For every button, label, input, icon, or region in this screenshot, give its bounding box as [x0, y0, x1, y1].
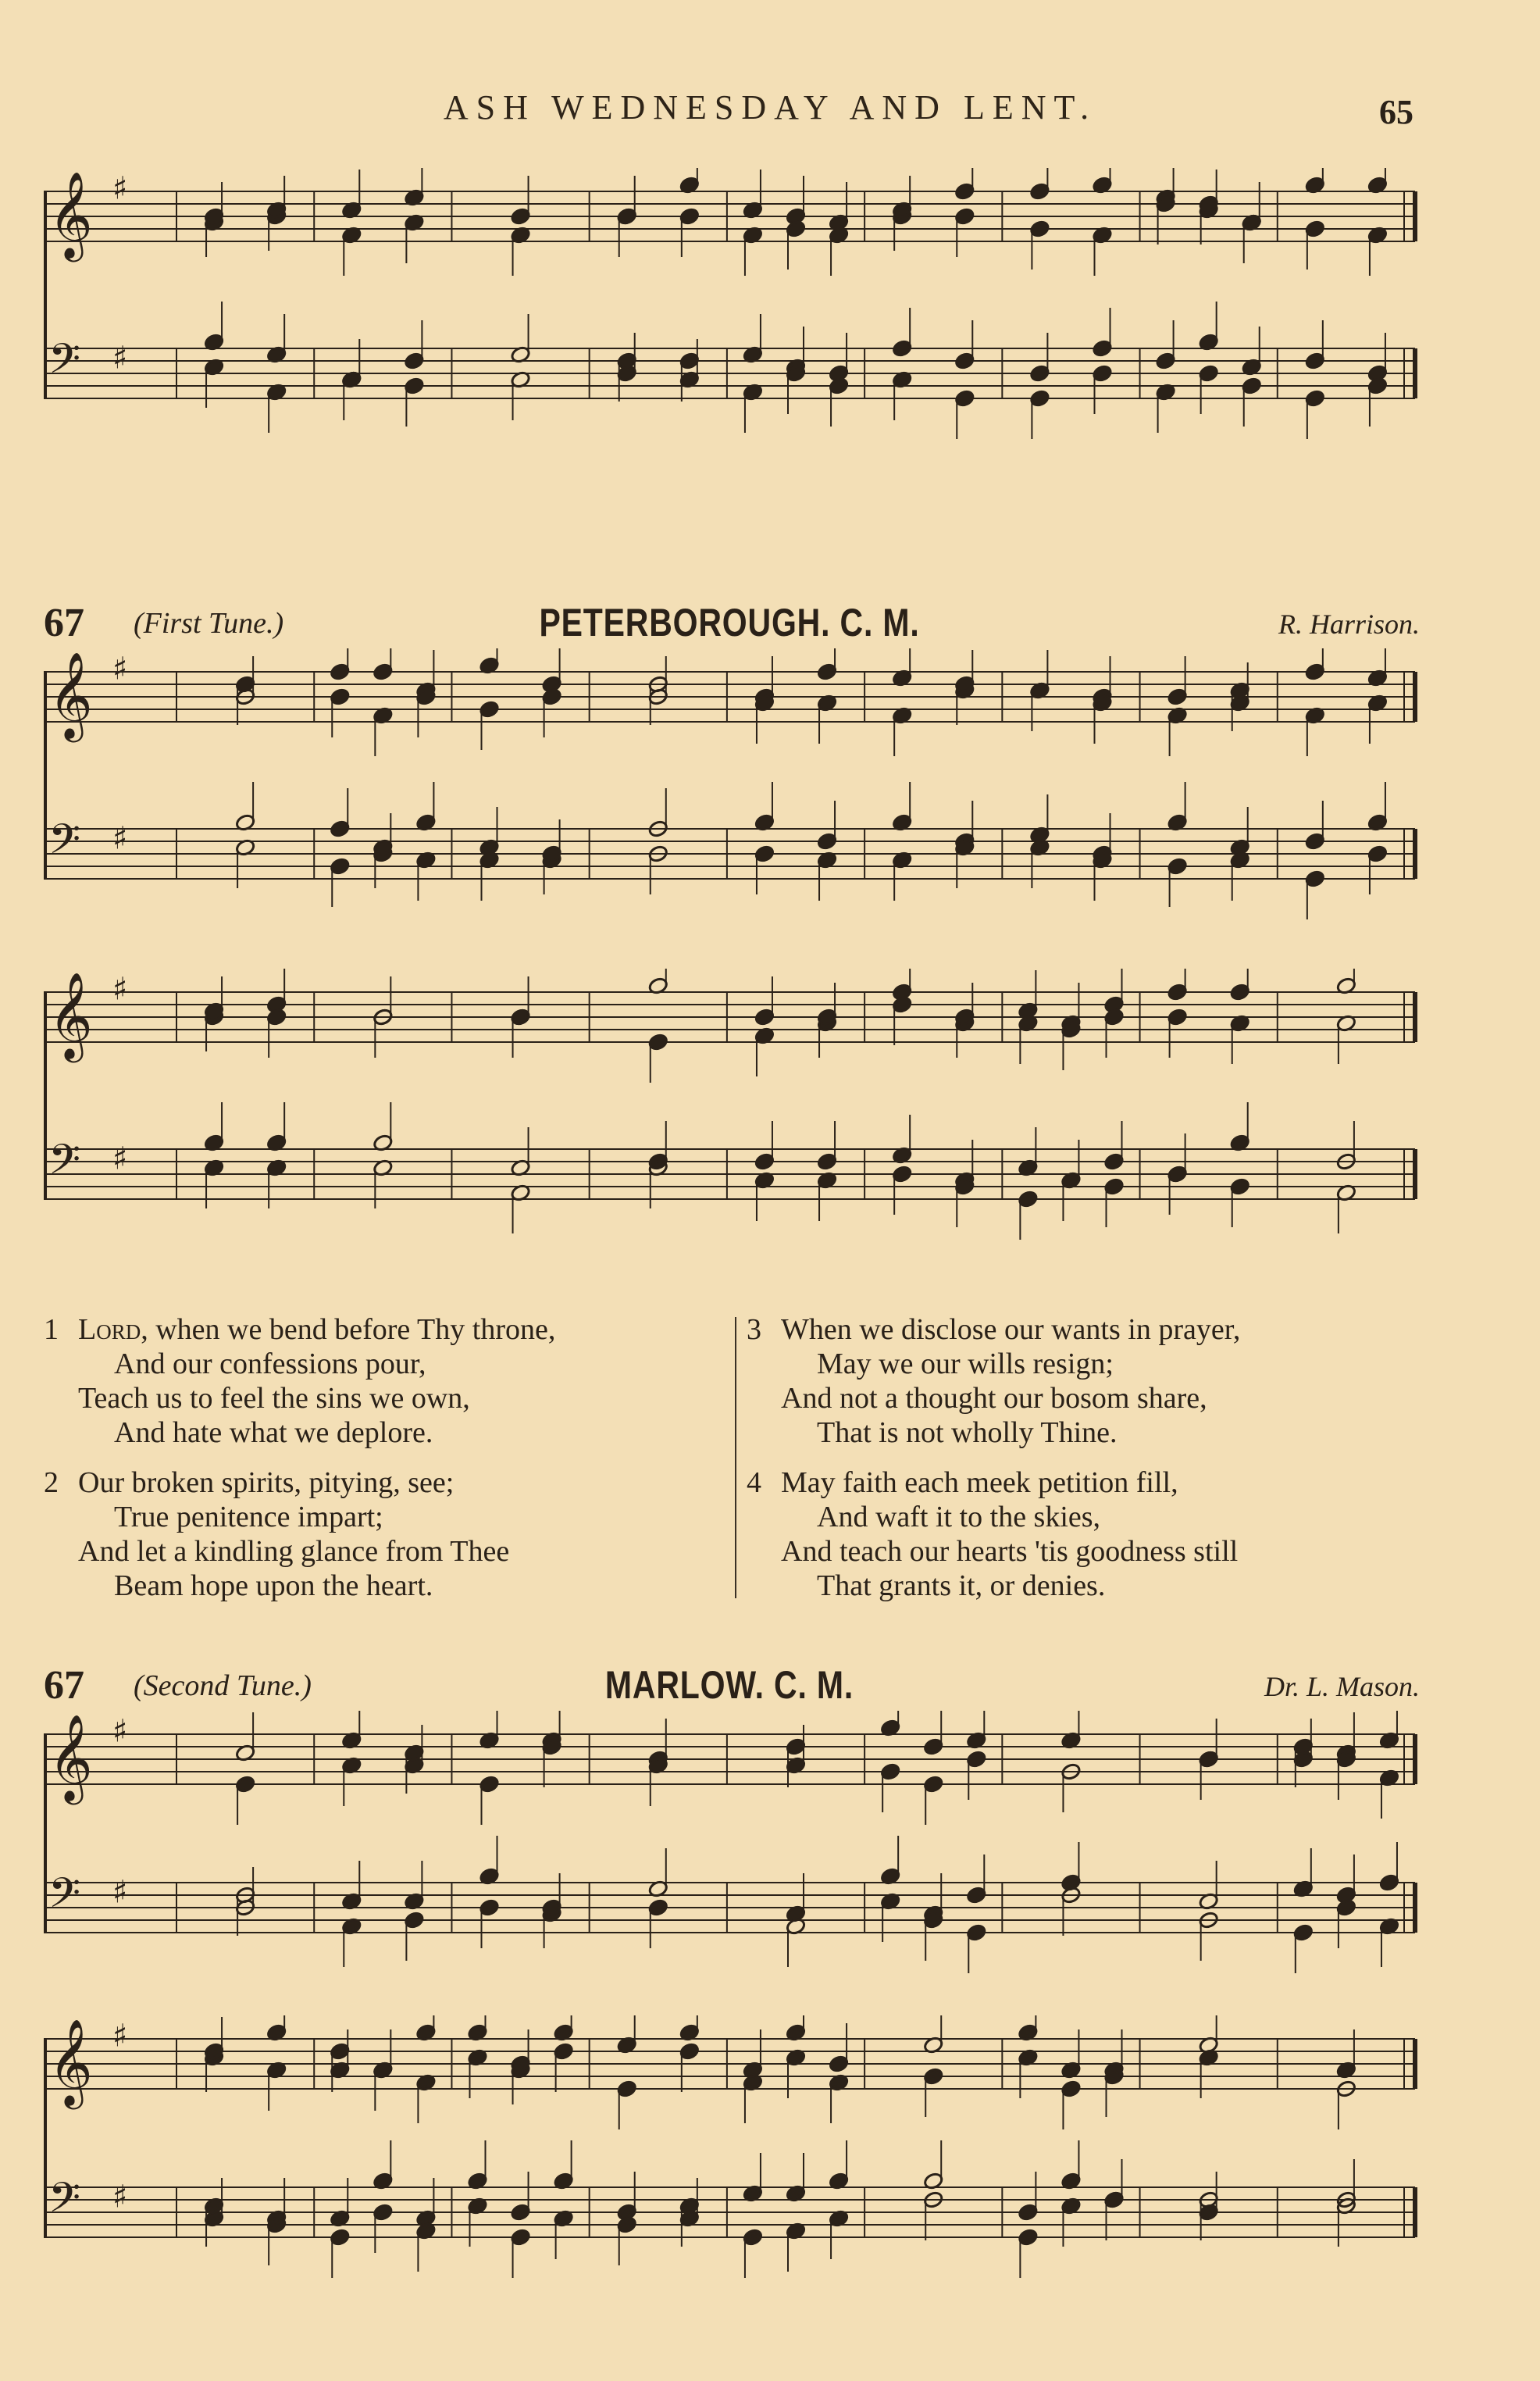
bass-clef-icon: 𝄢	[48, 1869, 81, 1928]
page-number: 65	[1379, 93, 1413, 131]
stanza-line: Beam hope upon the heart.	[114, 1569, 433, 1602]
music-system-5	[44, 2015, 1418, 2328]
music-system-3	[44, 969, 1418, 1297]
tune-variant: (First Tune.)	[134, 607, 284, 640]
bass-clef-icon: 𝄢	[48, 2174, 81, 2233]
column-divider	[735, 1317, 736, 1598]
stanza-line: Teach us to feel the sins we own,	[78, 1382, 470, 1415]
stanza-3	[747, 1312, 1434, 1450]
grand-staff	[44, 2015, 1418, 2328]
stanza-line: when we bend before Thy throne,	[155, 1313, 556, 1346]
sharp-icon: ♯	[112, 651, 128, 687]
stanza-line: May we our wills resign;	[817, 1348, 1114, 1380]
treble-clef-icon: 𝄞	[48, 971, 93, 1059]
running-head: ASH WEDNESDAY AND LENT.	[443, 88, 1097, 127]
sharp-icon: ♯	[112, 2018, 128, 2054]
stanza-line: That is not wholly Thine.	[817, 1416, 1118, 1449]
bass-clef-icon: 𝄢	[48, 816, 81, 874]
sharp-icon: ♯	[112, 1141, 128, 1177]
stanza-4	[747, 1465, 1434, 1603]
stanza-line: And teach our hearts 'tis goodness still	[781, 1535, 1239, 1568]
stanza-line: And hate what we deplore.	[114, 1416, 433, 1449]
stanza-line: True penitence impart;	[114, 1501, 383, 1533]
sharp-icon: ♯	[112, 820, 128, 857]
sharp-icon: ♯	[112, 1874, 128, 1911]
stanza-line: And not a thought our bosom share,	[781, 1382, 1207, 1415]
grand-staff	[44, 168, 1418, 496]
sharp-icon: ♯	[112, 971, 128, 1008]
grand-staff	[44, 969, 1418, 1297]
sharp-icon: ♯	[112, 170, 128, 207]
bass-clef-icon: 𝄢	[48, 335, 81, 394]
sharp-icon: ♯	[112, 340, 128, 377]
hymn-text	[44, 1312, 1418, 1609]
stanza-1	[44, 1312, 731, 1450]
stanza-number: 4	[747, 1466, 761, 1499]
stanza-first-word: Lord,	[78, 1313, 148, 1346]
sharp-icon: ♯	[112, 2179, 128, 2215]
treble-clef-icon: 𝄞	[48, 1713, 93, 1801]
stanza-line: And let a kindling glance from Thee	[78, 1535, 510, 1568]
treble-clef-icon: 𝄞	[48, 2018, 93, 2106]
stanza-line: That grants it, or denies.	[817, 1569, 1106, 1602]
hymn-column-left	[44, 1312, 731, 1619]
stanza-line: And our confessions pour,	[114, 1348, 426, 1380]
music-system-1	[44, 168, 1418, 496]
tune-variant: (Second Tune.)	[134, 1669, 312, 1702]
stanza-line: When we disclose our wants in prayer,	[781, 1313, 1241, 1346]
grand-staff	[44, 648, 1418, 976]
stanza-line: May faith each meek petition fill,	[781, 1466, 1178, 1499]
stanza-number: 3	[747, 1313, 761, 1346]
tune-title: MARLOW. C. M.	[604, 1663, 854, 1707]
tune-title: PETERBOROUGH. C. M.	[539, 601, 920, 644]
hymn-column-right	[747, 1312, 1434, 1619]
stanza-line: And waft it to the skies,	[817, 1501, 1101, 1533]
stanza-line: Our broken spirits, pitying, see;	[78, 1466, 455, 1499]
treble-clef-icon: 𝄞	[48, 651, 93, 739]
stanza-2	[44, 1465, 731, 1603]
tune-composer: Dr. L. Mason.	[1264, 1671, 1420, 1702]
treble-clef-icon: 𝄞	[48, 170, 93, 259]
tune-header-marlow	[44, 1662, 1420, 1709]
stanza-number: 2	[44, 1466, 59, 1499]
music-system-2	[44, 648, 1418, 976]
bass-clef-icon: 𝄢	[48, 1136, 81, 1194]
music-system-4	[44, 1711, 1418, 2023]
tune-composer: R. Harrison.	[1278, 609, 1420, 640]
hymn-number: 67	[44, 1663, 84, 1708]
tune-header-peterborough	[44, 600, 1420, 647]
stanza-number: 1	[44, 1313, 59, 1346]
grand-staff	[44, 1711, 1418, 2023]
hymn-number: 67	[44, 601, 84, 645]
sharp-icon: ♯	[112, 1713, 128, 1750]
